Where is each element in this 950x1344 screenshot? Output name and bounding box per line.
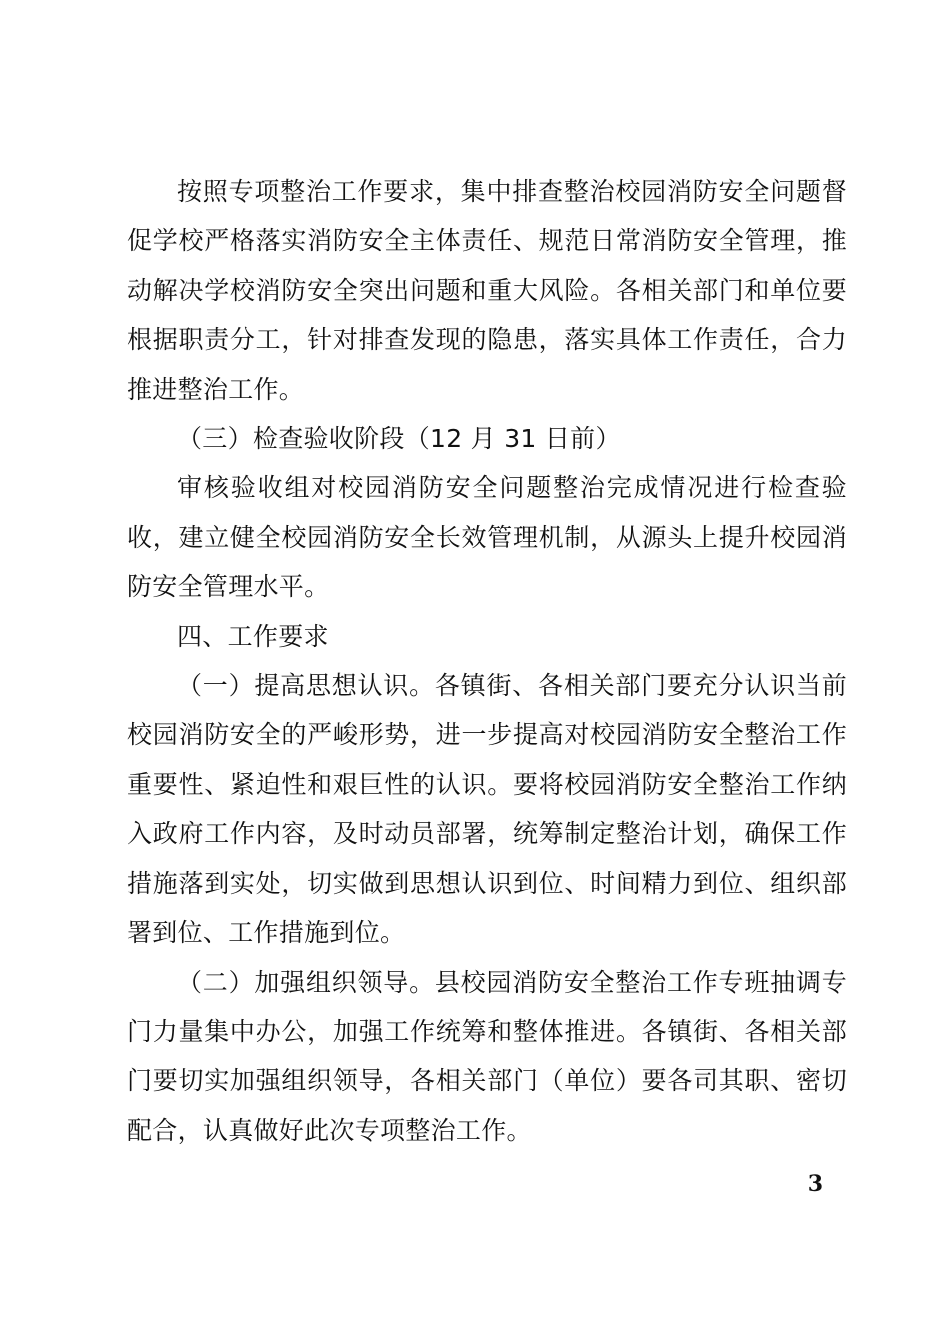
- paragraph-strengthen-leadership: （二）加强组织领导。县校园消防安全整治工作专班抽调专门力量集中办公，加强工作统筹和整体推进。各镇街、各相关部门要切实加强组织领导，各相关部门（单位）要各司其职、密切配合，认真做好此次专项整治工作。: [127, 967, 847, 1145]
- paragraph-inspection-acceptance: 审核验收组对校园消防安全问题整治完成情况进行检查验收，建立健全校园消防安全长效管理机制，从源头上提升校园消防安全管理水平。: [127, 473, 847, 602]
- paragraph-rectification-stage: 按照专项整治工作要求，集中排查整治校园消防安全问题督促学校严格落实消防安全主体责任、规范日常消防安全管理，推动解决学校消防安全突出问题和重大风险。各相关部门和单位要根据职责分工，针对排查发现的隐患，落实具体工作责任，合力推进整治工作。: [127, 177, 847, 404]
- paragraph-raise-awareness: （一）提高思想认识。各镇街、各相关部门要充分认识当前校园消防安全的严峻形势，进一步提高对校园消防安全整治工作重要性、紧迫性和艰巨性的认识。要将校园消防安全整治工作纳入政府工作内容，及时动员部署，统筹制定整治计划，确保工作措施落到实处，切实做到思想认识到位、时间精力到位、组织部署到位、工作措施到位。: [127, 671, 847, 948]
- section-heading-inspection-stage: （三）检查验收阶段（12 月 31 日前）: [177, 424, 621, 454]
- page-number: 3: [807, 1171, 823, 1197]
- document-body: [127, 167, 847, 1155]
- section-heading-work-requirements: 四、工作要求: [177, 621, 329, 651]
